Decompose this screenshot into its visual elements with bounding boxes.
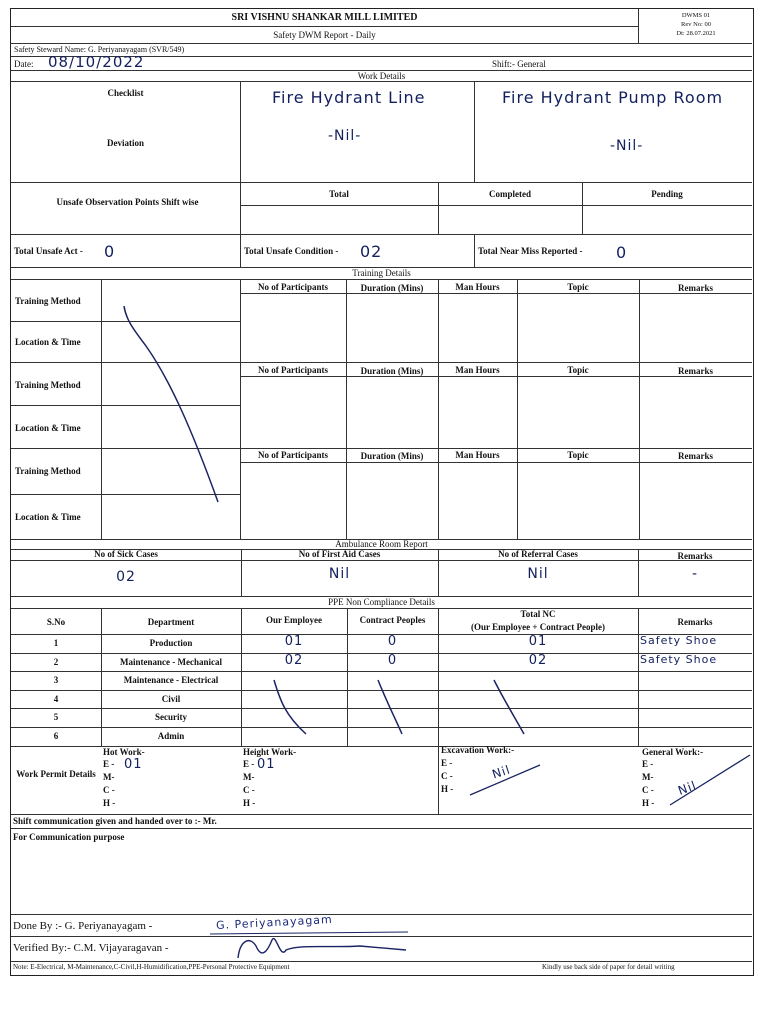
col-duration: Duration (Mins) xyxy=(360,366,424,376)
unsafe-act-value: 0 xyxy=(104,242,116,261)
ppe-remarks: Safety Shoe xyxy=(640,634,718,647)
col-divider xyxy=(438,279,439,539)
rule xyxy=(11,690,752,691)
col-divider xyxy=(638,608,639,746)
revision-number: Rev No: 00 xyxy=(681,21,711,28)
ppe-sno: 6 xyxy=(53,730,59,741)
rule xyxy=(11,279,752,280)
ppe-dept: Security xyxy=(155,712,187,722)
ambulance-title: Ambulance Room Report xyxy=(335,539,428,549)
excavation-c: C - xyxy=(441,771,453,781)
sick-cases-value: 02 xyxy=(116,569,136,585)
col-ambulance-remarks: Remarks xyxy=(677,551,713,561)
location-time-label: Location & Time xyxy=(15,337,81,347)
unsafe-condition-value: 02 xyxy=(360,242,383,261)
col-divider xyxy=(346,279,347,539)
height-work-label: Height Work- xyxy=(243,747,297,757)
hot-m: M- xyxy=(103,772,115,782)
excavation-e: E - xyxy=(441,758,453,768)
rule xyxy=(11,961,752,962)
near-miss-label: Total Near Miss Reported - xyxy=(478,246,583,256)
rule xyxy=(240,462,752,463)
rule xyxy=(11,828,752,829)
document-date: Dt: 28.07.2021 xyxy=(676,30,716,37)
col-participants: No of Participants xyxy=(258,450,328,460)
rule xyxy=(11,494,240,495)
shift-communication-label: Shift communication given and handed over to :- Mr. xyxy=(13,816,217,826)
header-divider xyxy=(638,9,639,43)
col-total-nc: Total NC xyxy=(520,609,556,619)
col-contract-peoples: Contract Peoples xyxy=(359,615,426,625)
rule xyxy=(11,362,752,363)
col-sick-cases: No of Sick Cases xyxy=(94,549,158,559)
doc-number: DWMS 01 xyxy=(681,12,711,19)
rule xyxy=(11,814,752,815)
ppe-contract: 0 xyxy=(387,634,398,649)
ambulance-remarks-value: - xyxy=(691,566,699,582)
report-date: 08/10/2022 xyxy=(48,53,145,71)
ppe-remarks: Safety Shoe xyxy=(640,652,718,666)
col-ppe-remarks: Remarks xyxy=(677,617,713,627)
height-m: M- xyxy=(243,772,255,782)
training-method-label: Training Method xyxy=(15,466,81,476)
unsafe-observation-label: Unsafe Observation Points Shift wise xyxy=(56,197,199,207)
rule xyxy=(11,936,752,937)
ppe-emp: 02 xyxy=(284,652,304,668)
done-by-signature: G. Periyanayagam xyxy=(215,912,334,933)
col-topic: Topic xyxy=(567,450,589,460)
ppe-dept: Maintenance - Electrical xyxy=(123,675,219,685)
col-divider xyxy=(101,279,102,539)
ppe-dept: Admin xyxy=(157,730,185,741)
near-miss-value: 0 xyxy=(616,243,628,262)
col-duration: Duration (Mins) xyxy=(360,451,424,461)
checklist-label: Checklist xyxy=(107,88,144,98)
col-remarks: Remarks xyxy=(678,451,713,461)
ppe-sno: 4 xyxy=(53,693,59,704)
rule xyxy=(11,671,752,672)
ppe-emp: 01 xyxy=(284,634,304,649)
hot-c: C - xyxy=(103,785,115,795)
col-our-employee: Our Employee xyxy=(265,615,323,625)
verified-by-label: Verified By:- C.M. Vijayaragavan - xyxy=(13,942,169,954)
training-method-label: Training Method xyxy=(15,380,81,390)
shift-label: Shift:- General xyxy=(492,59,546,69)
report-title: Safety DWM Report - Daily xyxy=(273,30,376,40)
header-rule xyxy=(11,26,638,27)
ppe-sno: 3 xyxy=(53,675,59,685)
ppe-total: 02 xyxy=(528,652,548,668)
rule xyxy=(240,293,752,294)
general-h: H - xyxy=(642,798,655,808)
ppe-contract: 0 xyxy=(387,652,398,668)
col-department: Department xyxy=(147,617,195,627)
col-man-hours: Man Hours xyxy=(455,450,500,460)
ppe-dept: Civil xyxy=(161,693,181,704)
rule xyxy=(240,205,752,206)
excavation-value: Nil xyxy=(490,762,513,782)
hot-work-label: Hot Work- xyxy=(103,747,145,757)
training-details-title: Training Details xyxy=(352,268,411,278)
general-e: E - xyxy=(642,759,654,769)
rule xyxy=(11,914,752,915)
col-total: Total xyxy=(329,189,349,199)
height-h: H - xyxy=(243,798,256,808)
col-divider xyxy=(639,279,640,539)
communication-purpose-label: For Communication purpose xyxy=(13,832,125,842)
general-value: Nil xyxy=(676,778,699,798)
ppe-title: PPE Non Compliance Details xyxy=(328,597,435,607)
rule xyxy=(11,81,752,82)
training-method-label: Training Method xyxy=(15,296,81,306)
rule xyxy=(11,43,752,44)
legend-note: Note: E-Electrical, M-Maintenance,C-Civil,H-Humidification,PPE-Personal Protective Equipment xyxy=(13,963,290,971)
height-e-value: 01 xyxy=(257,757,276,772)
back-side-note: Kindly use back side of paper for detail writing xyxy=(542,963,675,971)
col-divider xyxy=(240,279,241,539)
ppe-sno: 1 xyxy=(53,638,59,648)
col-completed: Completed xyxy=(489,189,531,199)
col-pending: Pending xyxy=(651,189,683,199)
ppe-total: 01 xyxy=(528,634,548,649)
rule xyxy=(11,182,752,183)
unsafe-condition-label: Total Unsafe Condition - xyxy=(244,246,339,256)
work-details-title: Work Details xyxy=(357,71,406,81)
general-c: C - xyxy=(642,785,654,795)
col-total-nc-sub: (Our Employee + Contract People) xyxy=(471,622,605,632)
checklist-item-2: Fire Hydrant Pump Room xyxy=(502,88,724,107)
first-aid-value: Nil xyxy=(328,566,351,582)
general-m: M- xyxy=(642,772,654,782)
rule xyxy=(11,608,752,609)
done-by-label: Done By :- G. Periyanayagam - xyxy=(13,920,153,932)
checklist-item-1: Fire Hydrant Line xyxy=(272,88,426,107)
location-time-label: Location & Time xyxy=(15,423,81,433)
col-man-hours: Man Hours xyxy=(455,365,500,375)
height-e: E - xyxy=(243,759,255,769)
col-remarks: Remarks xyxy=(678,283,713,293)
rule xyxy=(11,448,752,449)
height-c: C - xyxy=(243,785,255,795)
col-divider xyxy=(438,746,439,814)
location-time-label: Location & Time xyxy=(15,512,81,522)
col-divider xyxy=(474,234,475,267)
col-topic: Topic xyxy=(567,282,589,292)
deviation-value-2: -Nil- xyxy=(610,138,644,154)
col-sno: S.No xyxy=(46,617,66,627)
general-work-label: General Work:- xyxy=(642,747,704,757)
col-first-aid: No of First Aid Cases xyxy=(298,549,381,559)
deviation-value-1: -Nil- xyxy=(328,128,362,144)
col-divider xyxy=(241,608,242,746)
hot-h: H - xyxy=(103,798,116,808)
rule xyxy=(11,405,240,406)
excavation-h: H - xyxy=(441,784,454,794)
rule xyxy=(11,708,752,709)
hot-e-value: 01 xyxy=(124,757,143,772)
col-participants: No of Participants xyxy=(258,365,328,375)
col-topic: Topic xyxy=(567,365,589,375)
date-label: Date: xyxy=(14,59,34,69)
col-duration: Duration (Mins) xyxy=(360,283,424,293)
referral-value: Nil xyxy=(527,566,549,582)
steward-name: Safety Steward Name: G. Periyanayagam (SVR/549) xyxy=(14,45,185,54)
work-permit-label: Work Permit Details xyxy=(16,769,96,779)
col-divider xyxy=(240,81,241,267)
excavation-work-label: Excavation Work:- xyxy=(441,745,515,755)
rule xyxy=(11,727,752,728)
rule xyxy=(240,376,752,377)
col-referral: No of Referral Cases xyxy=(498,549,578,559)
ppe-dept: Production xyxy=(149,638,193,648)
deviation-label: Deviation xyxy=(107,138,144,148)
hot-e: E - xyxy=(103,759,115,769)
ppe-sno: 5 xyxy=(53,712,59,722)
col-divider xyxy=(517,279,518,539)
ppe-sno: 2 xyxy=(53,656,59,667)
unsafe-act-label: Total Unsafe Act - xyxy=(14,246,83,256)
ppe-dept: Maintenance - Mechanical xyxy=(120,656,222,667)
col-remarks: Remarks xyxy=(678,366,713,376)
col-participants: No of Participants xyxy=(258,282,328,292)
col-divider xyxy=(474,81,475,182)
col-man-hours: Man Hours xyxy=(455,282,500,292)
col-divider xyxy=(347,608,348,746)
rule xyxy=(11,234,752,235)
rule xyxy=(11,321,240,322)
company-name: SRI VISHNU SHANKAR MILL LIMITED xyxy=(231,12,418,23)
